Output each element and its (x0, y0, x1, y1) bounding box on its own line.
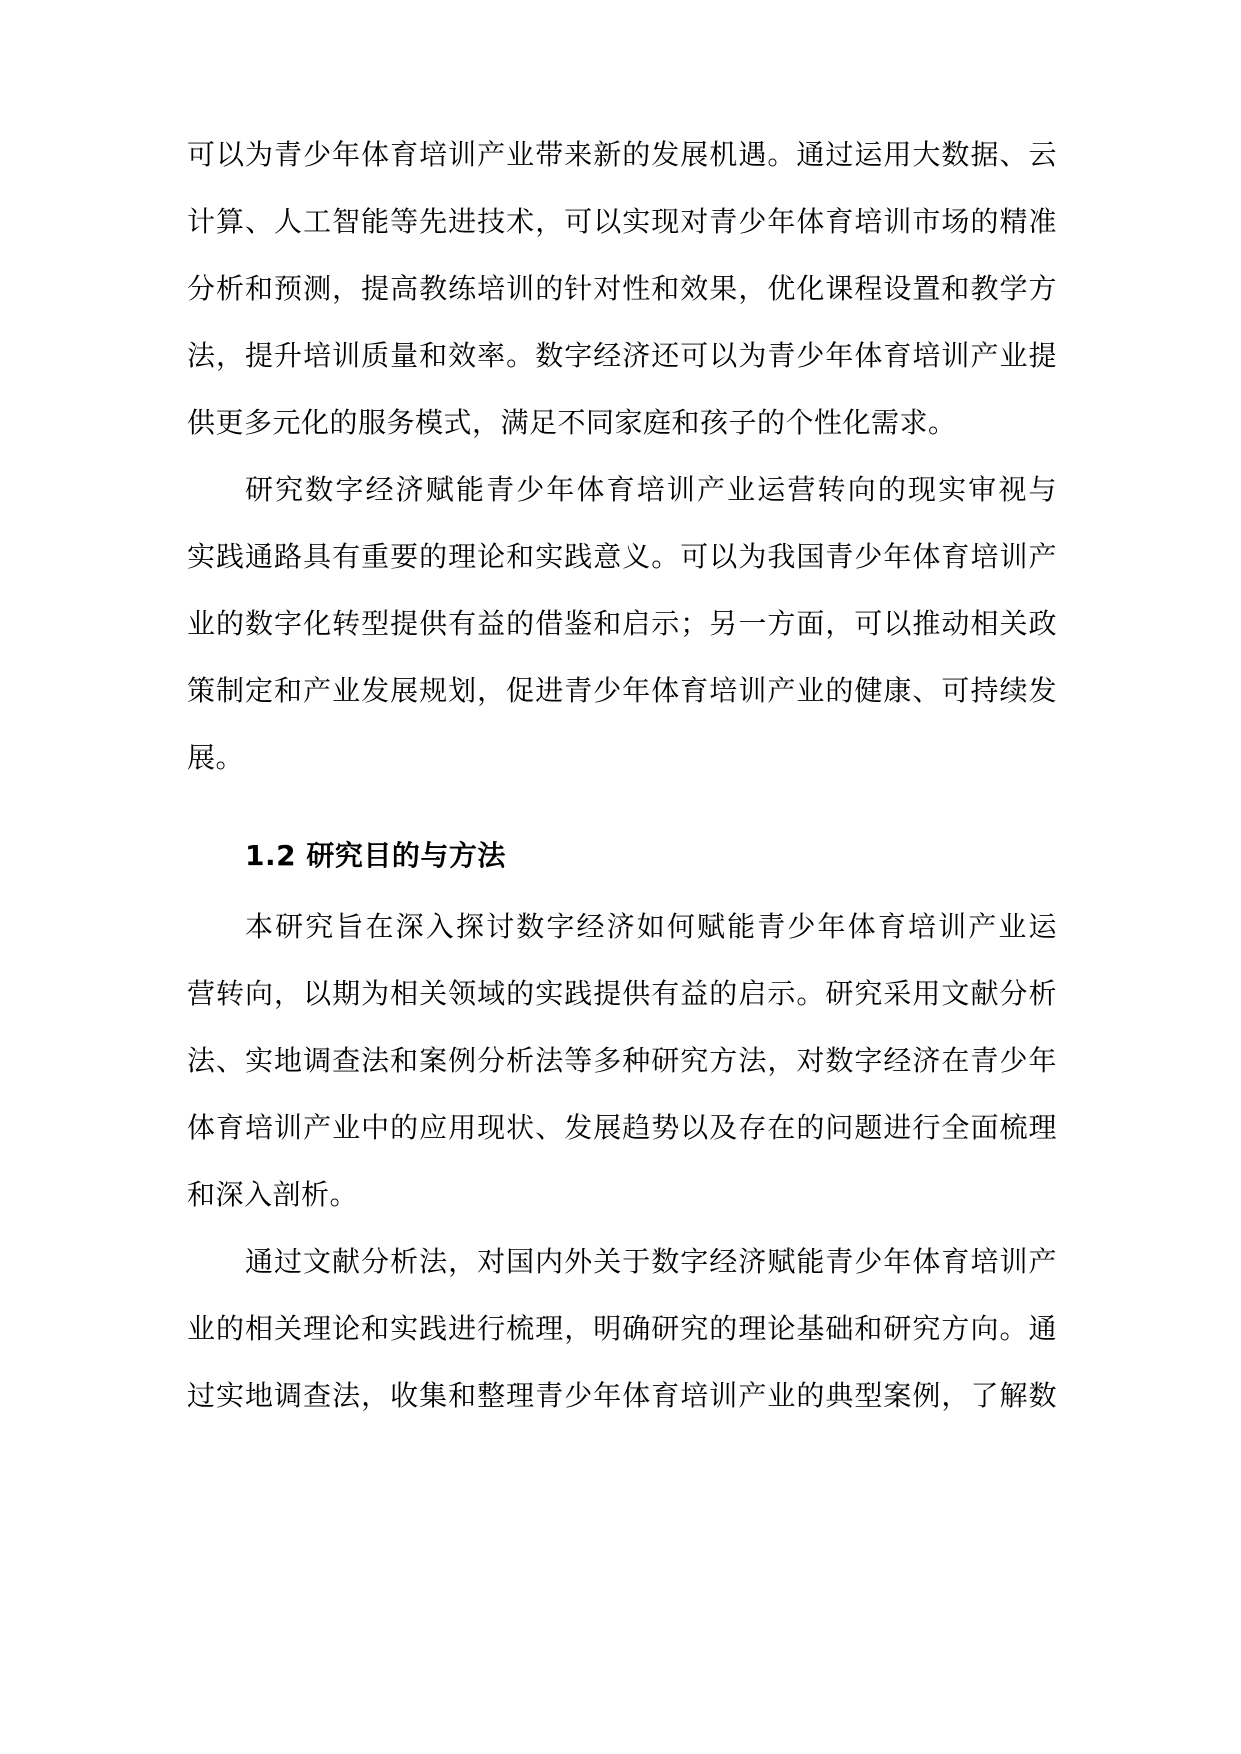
text-line: 研究数字经济赋能青少年体育培训产业运营转向的现实审视与 (245, 473, 1057, 506)
text-line: 本研究旨在深入探讨数字经济如何赋能青少年体育培训产业运 (245, 910, 1057, 943)
text-line: 供更多元化的服务模式，满足不同家庭和孩子的个性化需求。 (187, 406, 957, 439)
text-line: 法、实地调查法和案例分析法等多种研究方法，对数字经济在青少年 (187, 1044, 1057, 1077)
text-line: 实践通路具有重要的理论和实践意义。可以为我国青少年体育培训产 (187, 540, 1057, 573)
text-line: 计算、人工智能等先进技术，可以实现对青少年体育培训市场的精准 (187, 205, 1057, 238)
text-line: 通过文献分析法，对国内外关于数字经济赋能青少年体育培训产 (245, 1245, 1057, 1278)
text-line: 和深入剖析。 (187, 1178, 359, 1211)
text-line: 策制定和产业发展规划，促进青少年体育培训产业的健康、可持续发 (187, 674, 1057, 707)
text-line: 展。 (187, 741, 245, 774)
text-line: 业的相关理论和实践进行梳理，明确研究的理论基础和研究方向。通 (187, 1312, 1057, 1345)
text-line: 分析和预测，提高教练培训的针对性和效果，优化课程设置和教学方 (187, 272, 1057, 305)
section-heading: 1.2 研究目的与方法 (245, 839, 506, 872)
text-line: 营转向，以期为相关领域的实践提供有益的启示。研究采用文献分析 (187, 977, 1057, 1010)
text-line: 体育培训产业中的应用现状、发展趋势以及存在的问题进行全面梳理 (187, 1111, 1057, 1144)
text-line: 可以为青少年体育培训产业带来新的发展机遇。通过运用大数据、云 (187, 138, 1057, 171)
text-line: 业的数字化转型提供有益的借鉴和启示；另一方面，可以推动相关政 (187, 607, 1057, 640)
text-line: 过实地调查法，收集和整理青少年体育培训产业的典型案例，了解数 (187, 1379, 1057, 1412)
text-line: 法，提升培训质量和效率。数字经济还可以为青少年体育培训产业提 (187, 339, 1057, 372)
